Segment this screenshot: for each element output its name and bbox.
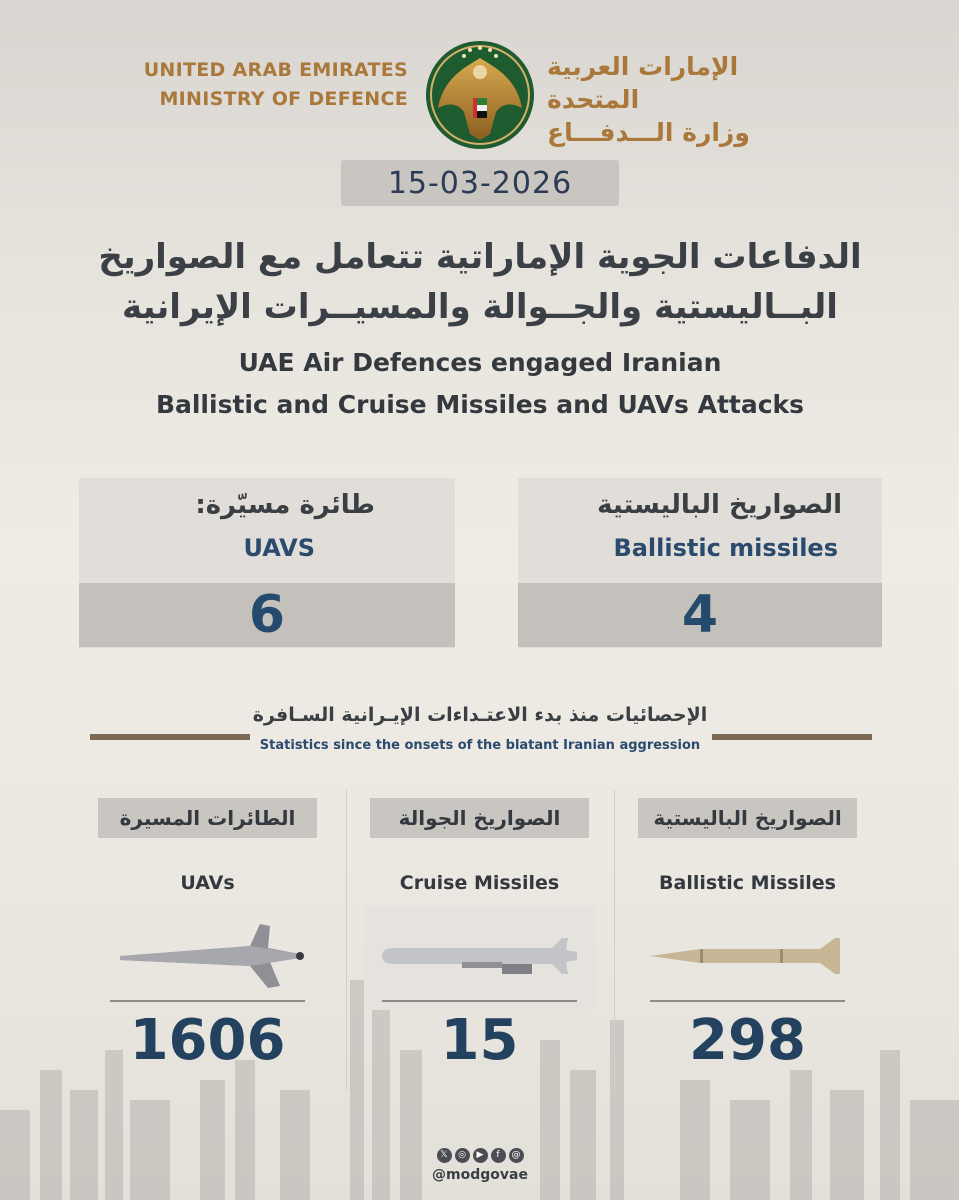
ballistic-today-value-band <box>518 583 882 647</box>
ministry-name-ar: وزارة الـــدفـــاع <box>547 118 750 147</box>
title-en-line1: UAE Air Defences engaged Iranian <box>238 348 722 377</box>
uavs-today-value-band <box>79 583 455 647</box>
total-cruise-value: 15 <box>440 1008 519 1073</box>
uavs-today-value: 6 <box>248 585 286 645</box>
total-ballistic-label-en: Ballistic Missiles <box>659 872 836 894</box>
title-english <box>60 342 900 426</box>
x-icon[interactable]: 𝕏 <box>437 1148 452 1163</box>
card-today-ballistic <box>518 478 882 648</box>
total-uavs-label-en: UAVs <box>180 872 235 894</box>
uae-falcon-emblem-icon <box>424 36 536 154</box>
ministry-name-english <box>144 56 408 114</box>
total-cruise-label-en: Cruise Missiles <box>399 872 560 894</box>
ballistic-missile-icon <box>640 916 855 996</box>
total-cruise-rule <box>382 1000 577 1002</box>
date-badge <box>341 160 619 206</box>
title-ar-line1: الدفاعات الجوية الإماراتية تتعامل مع الصواريخ <box>98 237 862 277</box>
threads-icon[interactable]: @ <box>509 1148 524 1163</box>
total-cruise-label-ar: الصواريخ الجوالة <box>370 798 589 838</box>
total-ballistic-column <box>620 786 875 1086</box>
uav-drone-icon <box>100 916 315 996</box>
column-separator-2 <box>614 790 615 1090</box>
total-uavs-rule <box>110 1000 305 1002</box>
stats-heading-en: Statistics since the onsets of the blatant Iranian aggression <box>259 738 701 753</box>
ballistic-today-label-en: Ballistic missiles <box>613 534 838 562</box>
title-arabic <box>80 232 880 332</box>
instagram-icon[interactable]: ◎ <box>455 1148 470 1163</box>
youtube-icon[interactable]: ▶ <box>473 1148 488 1163</box>
date-text: 15-03-2026 <box>387 165 573 201</box>
card-today-uavs <box>79 478 455 648</box>
social-handle[interactable]: @modgovae <box>432 1167 528 1183</box>
title-en-line2: Ballistic and Cruise Missiles and UAVs Attacks <box>155 390 805 419</box>
ministry-name-en: MINISTRY OF DEFENCE <box>159 88 408 110</box>
social-icons <box>430 1148 530 1163</box>
uavs-today-label-ar: طائرة مسيّرة: <box>195 490 375 520</box>
cruise-missile-icon <box>372 916 587 996</box>
total-uavs-label-ar: الطائرات المسيرة <box>98 798 317 838</box>
country-name-en: UNITED ARAB EMIRATES <box>143 59 408 81</box>
total-cruise-column <box>352 786 607 1086</box>
total-uavs-value: 1606 <box>129 1008 286 1073</box>
social-footer <box>430 1148 530 1183</box>
ballistic-today-value: 4 <box>681 585 719 645</box>
total-ballistic-label-ar: الصواريخ الباليستية <box>638 798 857 838</box>
total-uavs-column <box>80 786 335 1086</box>
total-ballistic-rule <box>650 1000 845 1002</box>
uavs-today-label-en: UAVS <box>243 534 315 562</box>
title-ar-line2: البــاليستية والجــوالة والمسيــرات الإيرانية <box>122 287 838 327</box>
ballistic-today-label-ar: الصواريخ الباليستية <box>597 490 842 520</box>
total-ballistic-value: 298 <box>689 1008 806 1073</box>
column-separator-1 <box>346 790 347 1090</box>
facebook-icon[interactable]: f <box>491 1148 506 1163</box>
country-name-ar: الإمارات العربية المتحدة <box>547 52 739 114</box>
stats-heading-ar: الإحصائيات منذ بدء الاعتـداءات الإيـرانية السـافرة <box>252 704 708 726</box>
ministry-name-arabic <box>547 50 817 149</box>
